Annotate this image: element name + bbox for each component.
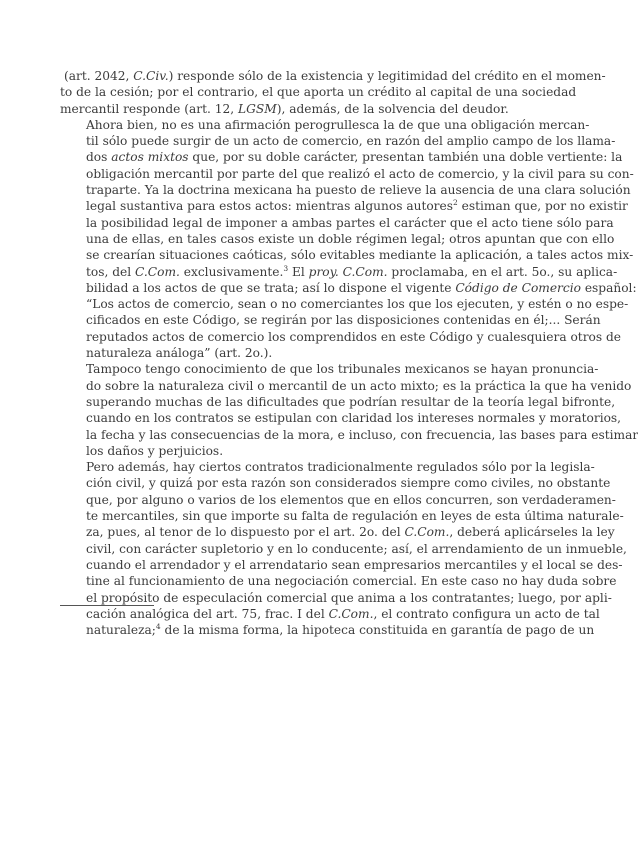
text-line: la fecha y las consecuencias de la mora, e incluso, con frecuencia, las bases para estimar bbox=[86, 427, 638, 442]
text-run: de la misma forma, la hipoteca constituida en garantía de pago de un bbox=[160, 623, 595, 638]
text-run: tos, del bbox=[86, 264, 136, 279]
text-line bbox=[60, 149, 623, 165]
text-run: proclamaba, en el art. 5o., su aplica- bbox=[387, 264, 618, 279]
text-line: cuando en los contratos se estipulan con claridad los intereses normales y moratorios, bbox=[86, 411, 622, 426]
text-run: , deberá aplicárseles la ley bbox=[449, 525, 615, 540]
term-actos-mixtos: actos mixtos bbox=[111, 150, 189, 165]
text-run: exclusivamente. bbox=[179, 264, 284, 279]
text-line bbox=[60, 101, 570, 117]
paragraph-3 bbox=[60, 361, 638, 459]
text-line: Tampoco tengo conocimiento de que los tribunales mexicanos se hayan pronuncia- bbox=[86, 362, 599, 377]
text-run: mercantil responde (art. 12, bbox=[60, 101, 239, 116]
text-line: reputados actos de comercio los comprendidos en este Código y cualesquiera otros de bbox=[86, 329, 621, 344]
text-line: superando muchas de las dificultades que podrían resultar de la teoría legal bifronte, bbox=[86, 394, 616, 409]
text-run: que, por su doble carácter, presentan también una doble vertiente: la bbox=[188, 150, 623, 165]
text-line: cificados en este Código, se regirán por las disposiciones contenidas en él;... Serán bbox=[86, 313, 601, 328]
text-line bbox=[60, 280, 637, 296]
text-line: los daños y perjuicios. bbox=[86, 443, 224, 458]
abbrev-ccom: C.Com. bbox=[135, 264, 180, 279]
text-line: “Los actos de comercio, sean o no comerciantes los que los ejecuten, y estén o no espe- bbox=[86, 297, 629, 312]
abbrev-proy-ccom: proy. C.Com. bbox=[308, 264, 388, 279]
text-line bbox=[60, 622, 595, 638]
text-line: to de la cesión; por el contrario, el que aporta un crédito al capital de una sociedad bbox=[60, 85, 577, 100]
footnote-ref-3[interactable]: 3 bbox=[283, 263, 289, 273]
text-run: ), además, de la solvencia del deudor. bbox=[276, 101, 509, 116]
text-run: legal sustantiva para estos actos: mientras algunos autores bbox=[86, 199, 453, 214]
text-line: til sólo puede surgir de un acto de comercio, en razón del amplio campo de los llama- bbox=[86, 134, 616, 149]
text-line bbox=[60, 263, 618, 280]
text-line: la posibilidad legal de imponer a ambas partes el carácter que el acto tiene sólo para bbox=[86, 215, 614, 230]
text-line bbox=[60, 198, 628, 214]
text-run: estiman que, por no existir bbox=[457, 199, 628, 214]
paragraph-2 bbox=[60, 117, 637, 361]
text-line: una de ellas, en tales casos existe un doble régimen legal; otros apuntan que con ello bbox=[86, 231, 615, 246]
abbrev-ccom: C.Com. bbox=[328, 606, 374, 621]
footnote-ref-4[interactable]: 4 bbox=[155, 622, 161, 632]
title-codigo-de-comercio: Código de Comercio bbox=[455, 280, 581, 295]
text-run: , el contrato configura un acto de tal bbox=[373, 606, 600, 621]
text-line: traparte. Ya la doctrina mexicana ha puesto de relieve la ausencia de una clara solución bbox=[86, 183, 631, 198]
text-line bbox=[60, 524, 615, 540]
text-line bbox=[60, 606, 600, 622]
footnote-ref-2[interactable]: 2 bbox=[452, 198, 458, 208]
abbrev-cciv: C.Civ. bbox=[133, 69, 169, 83]
text-run: cación analógica del art. 75, frac. I del bbox=[86, 606, 329, 621]
text-run: (art. 2042, bbox=[64, 69, 134, 83]
text-line: civil, con carácter supletorio y en lo conducente; así, el arrendamiento de un inmueble, bbox=[86, 541, 627, 556]
paragraph-4 bbox=[60, 459, 627, 638]
text-run: El bbox=[288, 264, 309, 279]
text-line bbox=[60, 68, 606, 84]
text-line: cuando el arrendador y el arrendatario sean empresarios mercantiles y el local se des- bbox=[86, 557, 623, 572]
text-line: naturaleza análoga” (art. 2o.). bbox=[86, 346, 273, 361]
text-line: se crearían situaciones caóticas, sólo evitables mediante la aplicación, a tales actos mix- bbox=[86, 248, 634, 263]
abbrev-ccom: C.Com. bbox=[404, 525, 450, 540]
footnote-separator bbox=[60, 605, 154, 606]
text-run: dos bbox=[86, 150, 112, 165]
text-line: Pero además, hay ciertos contratos tradicionalmente regulados sólo por la legisla- bbox=[86, 460, 595, 475]
text-run: naturaleza; bbox=[86, 623, 156, 638]
abbrev-lgsm: LGSM bbox=[238, 101, 277, 116]
page-body bbox=[60, 68, 638, 638]
text-line: do sobre la naturaleza civil o mercantil de un acto mixto; es la práctica la que ha venido bbox=[86, 378, 632, 393]
text-line: el propósito de especulación comercial que anima a los contratantes; luego, por apli- bbox=[86, 590, 612, 605]
text-run: ) responde sólo de la existencia y legitimidad del crédito en el momen- bbox=[168, 69, 606, 83]
text-line: tine al funcionamiento de una negociación comercial. En este caso no hay duda sobre bbox=[86, 574, 617, 589]
text-line: te mercantiles, sin que importe su falta de regulación en leyes de esta última naturale- bbox=[86, 509, 624, 524]
text-line: que, por alguno o varios de los elementos que en ellos concurren, son verdaderamen- bbox=[86, 492, 616, 507]
text-run: za, pues, al tenor de lo dispuesto por el art. 2o. del bbox=[86, 525, 405, 540]
text-run: español: bbox=[580, 280, 637, 295]
paragraph-1 bbox=[60, 68, 606, 117]
text-line: Ahora bien, no es una afirmación perogrullesca la de que una obligación mercan- bbox=[86, 117, 590, 132]
text-line: ción civil, y quizá por esta razón son considerados siempre como civiles, no obstante bbox=[86, 476, 611, 491]
text-line: obligación mercantil por parte del que realizó el acto de comercio, y la civil para su con- bbox=[86, 166, 634, 181]
text-run: bilidad a los actos de que se trata; así lo dispone el vigente bbox=[86, 280, 456, 295]
